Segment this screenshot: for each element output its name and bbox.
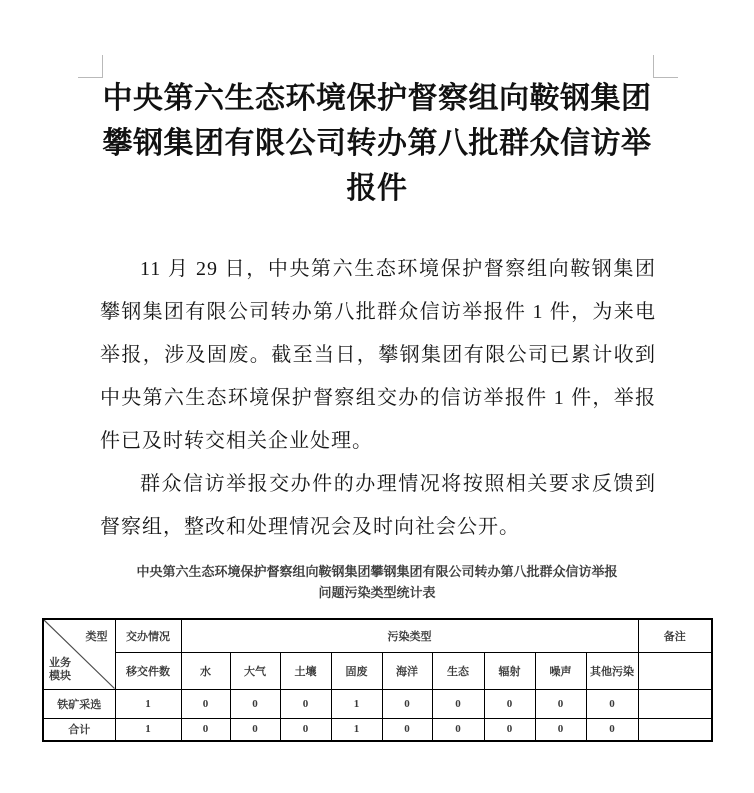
corner-label-business: 业务 [49,656,71,669]
margin-corner-mark-right [653,55,678,78]
header-other-pollution: 其他污染 [586,652,638,689]
value-cell: 0 [181,689,230,718]
value-cell: 0 [484,718,535,741]
row-label-iron-ore: 铁矿采选 [43,689,115,718]
remark-cell [638,689,712,718]
corner-label-module: 模块 [49,669,71,682]
table-row-iron-ore [43,689,712,718]
value-cell: 1 [115,689,181,718]
header-radiation: 辐射 [484,652,535,689]
header-water: 水 [181,652,230,689]
value-cell: 0 [382,718,432,741]
header-ecology: 生态 [432,652,484,689]
header-handover-status: 交办情况 [115,619,181,652]
header-transferred-count: 移交件数 [115,652,181,689]
value-cell: 0 [432,689,484,718]
paragraph-1: 11 月 29 日，中央第六生态环境保护督察组向鞍钢集团攀钢集团有限公司转办第八批群众信访举报件 1 件，为来电举报，涉及固废。截至当日，攀钢集团有限公司已累计收到中央第六生态环境保护督察组交办的信访举报件 1 件，举报件已及时转交相关企业处理。 [100,258,656,452]
value-cell: 0 [382,689,432,718]
value-cell: 0 [535,718,586,741]
header-air: 大气 [230,652,280,689]
value-cell: 0 [432,718,484,741]
title-line-2: 攀钢集团有限公司转办第八批群众信访举 [102,127,652,160]
empty-remark-subcell [638,652,712,689]
value-cell: 0 [280,718,331,741]
header-remark: 备注 [638,619,712,652]
corner-label-type: 类型 [85,631,108,643]
header-row-2 [43,652,712,689]
header-soil: 土壤 [280,652,331,689]
value-cell: 1 [331,689,382,718]
value-cell: 0 [230,689,280,718]
title-line-1: 中央第六生态环境保护督察组向鞍钢集团 [102,82,652,115]
document-body [0,248,754,549]
table-caption-line-2: 问题污染类型统计表 [318,585,436,600]
document-title [0,76,754,211]
value-cell: 1 [331,718,382,741]
header-ocean: 海洋 [382,652,432,689]
remark-cell [638,718,712,741]
table-row-total [43,718,712,741]
value-cell: 0 [181,718,230,741]
value-cell: 0 [586,718,638,741]
table-caption [0,561,754,603]
value-cell: 0 [535,689,586,718]
value-cell: 0 [586,689,638,718]
title-line-3: 报件 [346,172,408,205]
header-row-1 [43,619,712,652]
paragraph-2: 群众信访举报交办件的办理情况将按照相关要求反馈到督察组，整改和处理情况会及时向社会公开。 [100,473,656,538]
value-cell: 0 [230,718,280,741]
header-solid-waste: 固废 [331,652,382,689]
margin-corner-mark-left [78,55,103,78]
value-cell: 0 [484,689,535,718]
corner-label-business-module [49,657,71,683]
corner-header-cell [43,619,115,689]
value-cell: 0 [280,689,331,718]
table-caption-line-1: 中央第六生态环境保护督察组向鞍钢集团攀钢集团有限公司转办第八批群众信访举报 [136,564,618,579]
pollution-stats-table [42,618,713,742]
header-pollution-type: 污染类型 [181,619,638,652]
value-cell: 1 [115,718,181,741]
row-label-total: 合计 [43,718,115,741]
header-noise: 噪声 [535,652,586,689]
